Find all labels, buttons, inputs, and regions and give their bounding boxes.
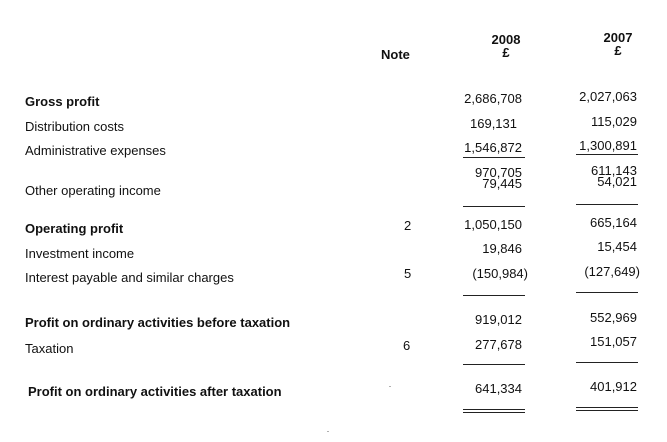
rule-2007-subtotal: [576, 154, 638, 155]
value-2007-operating-profit: 665,164: [590, 215, 637, 230]
value-2008-investment-income: 19,846: [482, 241, 522, 256]
value-2007-subtotal: 611,143: [590, 163, 637, 178]
value-2008-interest-payable: (150,984): [472, 266, 528, 281]
value-2008-subtotal: 970,705: [475, 165, 522, 180]
row-label-investment-income: Investment income: [25, 246, 135, 261]
note-operating-profit: 2: [404, 218, 412, 233]
row-label-profit-before-taxation: Profit on ordinary activities before taxation: [25, 315, 291, 330]
year-2007-header: 2007: [603, 30, 633, 45]
value-2008-operating-profit: 1,050,150: [464, 217, 522, 232]
value-2007-distribution-costs: 115,029: [590, 114, 637, 129]
currency-2007-header: £: [614, 43, 622, 58]
double-rule-2007-total: [576, 407, 638, 411]
rule-2008-before-tax: [463, 295, 525, 296]
value-2008-taxation: 277,678: [475, 337, 522, 352]
scan-speck: [389, 386, 391, 387]
note-taxation: 6: [403, 338, 411, 353]
rule-2008-operating: [463, 206, 525, 207]
row-label-interest-payable: Interest payable and similar charges: [25, 270, 234, 285]
row-label-profit-after-taxation: Profit on ordinary activities after taxation: [28, 384, 282, 399]
currency-2008-header: £: [502, 45, 510, 60]
row-label-distribution-costs: Distribution costs: [25, 119, 124, 134]
value-2008-gross-profit: 2,686,708: [464, 91, 522, 106]
rule-2007-operating: [576, 204, 638, 205]
value-2007-other-operating-income: 54,021: [597, 174, 637, 189]
value-2008-profit-before-taxation: 919,012: [475, 312, 522, 327]
note-interest-payable: 5: [404, 266, 412, 281]
value-2007-profit-after-taxation: 401,912: [590, 379, 637, 394]
value-2007-investment-income: 15,454: [597, 239, 637, 254]
rule-2007-before-tax: [576, 292, 638, 293]
value-2008-other-operating-income: 79,445: [482, 176, 522, 191]
value-2008-administrative-expenses: 1,546,872: [464, 140, 522, 155]
value-2008-profit-after-taxation: 641,334: [475, 381, 522, 396]
scan-speck: [327, 431, 329, 432]
row-label-operating-profit: Operating profit: [25, 221, 124, 236]
row-label-administrative-expenses: Administrative expenses: [25, 143, 166, 158]
rule-2008-subtotal: [463, 157, 525, 158]
rule-2007-after-tax: [576, 362, 638, 363]
rule-2008-after-tax: [463, 364, 525, 365]
value-2007-gross-profit: 2,027,063: [579, 89, 637, 104]
note-column-header: Note: [381, 47, 410, 62]
row-label-other-operating-income: Other operating income: [25, 183, 161, 198]
value-2007-taxation: 151,057: [590, 334, 637, 349]
value-2008-distribution-costs: 169,131: [470, 116, 517, 131]
double-rule-2008-total: [463, 409, 525, 413]
year-2008-header: 2008: [491, 32, 521, 47]
value-2007-administrative-expenses: 1,300,891: [579, 138, 637, 153]
row-label-gross-profit: Gross profit: [25, 94, 100, 109]
value-2007-profit-before-taxation: 552,969: [590, 310, 637, 325]
value-2007-interest-payable: (127,649): [584, 264, 640, 279]
row-label-taxation: Taxation: [25, 341, 74, 356]
